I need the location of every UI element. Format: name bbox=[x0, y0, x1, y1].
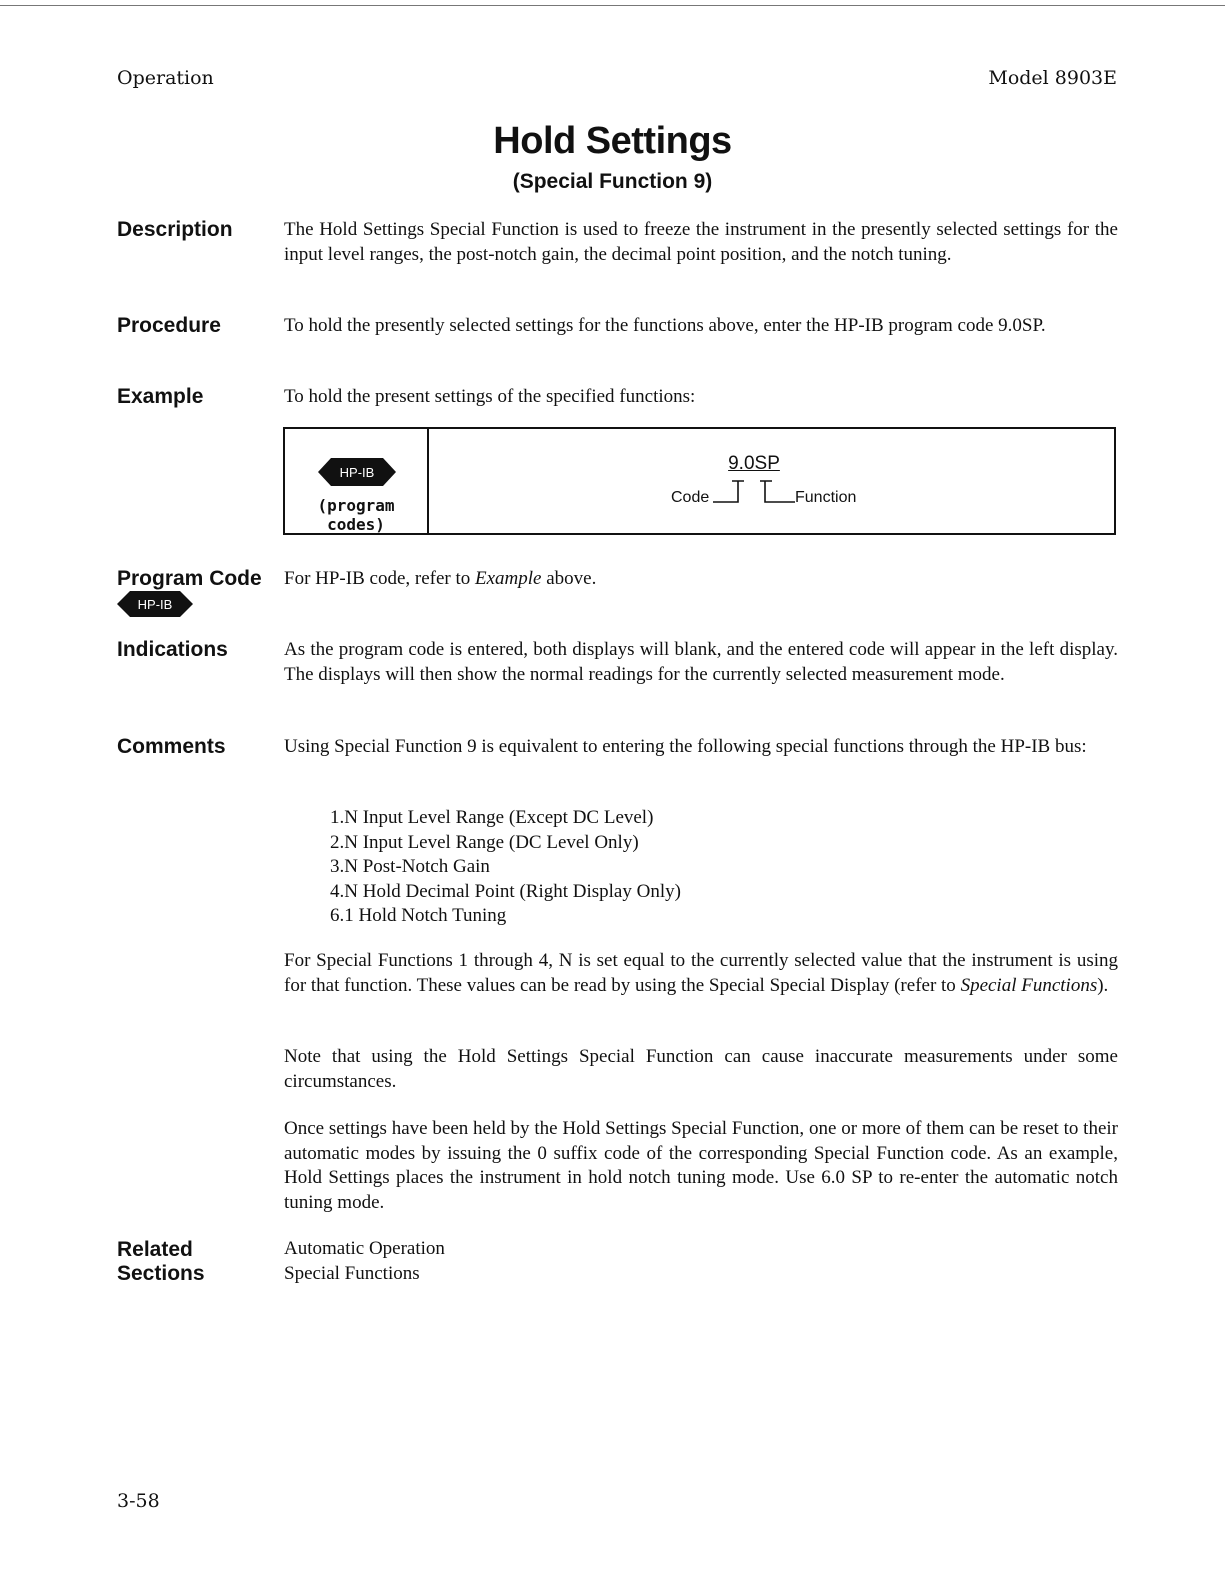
program-code-text-after: above. bbox=[541, 568, 597, 589]
indications-text bbox=[284, 638, 1118, 687]
comments-para1-after: ). bbox=[1097, 974, 1109, 996]
example-left-cell bbox=[285, 429, 429, 533]
page-subtitle: (Special Function 9) bbox=[512, 170, 713, 193]
running-header-right: Model 8903E bbox=[988, 67, 1117, 89]
running-header-left: Operation bbox=[117, 67, 214, 89]
comments-para1-paragraph bbox=[284, 949, 1118, 998]
indications-paragraph: As the program code is entered, both displays will blank, and the entered code will appear in the left display. The displays will then show the normal readings for the currently selected measurement mode. bbox=[284, 639, 1118, 685]
procedure-paragraph: To hold the presently selected settings for the functions above, enter the HP-IB program code 9.0SP. bbox=[284, 315, 1046, 336]
procedure-text bbox=[284, 314, 1118, 339]
list-item: 2.N Input Level Range (DC Level Only) bbox=[330, 831, 639, 853]
comments-para1 bbox=[284, 949, 1118, 998]
function-caption: Function bbox=[795, 489, 857, 506]
related-sections-list bbox=[284, 1237, 1118, 1286]
program-code-text bbox=[284, 567, 1118, 592]
comments-label: Comments bbox=[117, 735, 226, 758]
code-caption: Code bbox=[671, 489, 710, 506]
program-code-text-before: For HP-IB code, refer to bbox=[284, 568, 476, 589]
comments-para2-paragraph: Note that using the Hold Settings Special Function can cause inaccurate measurements under some circumstances. bbox=[284, 1046, 1118, 1092]
top-rule bbox=[0, 5, 1225, 6]
indications-label: Indications bbox=[117, 638, 228, 661]
procedure-label: Procedure bbox=[117, 314, 221, 337]
program-code-label: Program Code bbox=[117, 567, 262, 590]
special-functions-ref: Special Functions bbox=[960, 974, 1098, 996]
code-bracket-lines bbox=[705, 473, 805, 509]
related-item: Special Functions bbox=[284, 1262, 420, 1284]
example-label: Example bbox=[117, 385, 204, 408]
example-text bbox=[284, 385, 1118, 410]
page-title: Hold Settings bbox=[493, 120, 732, 162]
example-code: 9.0SP bbox=[728, 453, 780, 474]
comments-intro-paragraph: Using Special Function 9 is equivalent to entering the following special functions through the HP-IB bus: bbox=[284, 736, 1087, 757]
comments-para3 bbox=[284, 1117, 1118, 1215]
comments-para2 bbox=[284, 1045, 1118, 1094]
example-paragraph: To hold the present settings of the specified functions: bbox=[284, 386, 696, 407]
hp-ib-badge-icon bbox=[117, 590, 193, 618]
example-code-table bbox=[283, 427, 1116, 535]
description-label: Description bbox=[117, 218, 233, 241]
related-sections-label bbox=[117, 1238, 205, 1286]
comments-intro bbox=[284, 735, 1118, 760]
list-item: 1.N Input Level Range (Except DC Level) bbox=[330, 807, 654, 828]
program-code-example-ref: Example bbox=[475, 568, 542, 589]
program-code-paragraph bbox=[284, 567, 1118, 592]
program-codes-label: (program codes) bbox=[317, 496, 395, 534]
related-label-line1: Related bbox=[117, 1238, 193, 1261]
hp-ib-badge-icon bbox=[318, 457, 396, 487]
related-label-line2: Sections bbox=[117, 1262, 205, 1285]
comments-para1-before: For Special Functions 1 through 4, N is set equal to the currently selected value that the instrument is using for that function. These values can be read by using the Special Special Display (refer to bbox=[284, 950, 1118, 996]
related-item: Automatic Operation bbox=[284, 1238, 445, 1259]
description-text bbox=[284, 218, 1118, 267]
special-function-list bbox=[330, 806, 681, 929]
list-item: 6.1 Hold Notch Tuning bbox=[330, 905, 507, 926]
hp-ib-badge-text: HP-IB bbox=[137, 597, 173, 612]
list-item: 4.N Hold Decimal Point (Right Display Only) bbox=[330, 880, 681, 902]
list-item: 3.N Post-Notch Gain bbox=[330, 856, 490, 877]
page-number: 3-58 bbox=[117, 1490, 160, 1512]
hp-ib-badge-text: HP-IB bbox=[339, 465, 375, 480]
comments-para3-paragraph: Once settings have been held by the Hold Settings Special Function, one or more of them can be reset to their automatic modes by issuing the 0 suffix code of the corresponding Special Function code. As an example, Hold Settings places the instrument in hold notch tuning mode. Use 6.0 SP to re-enter the automatic notch tuning mode. bbox=[284, 1118, 1118, 1213]
description-paragraph: The Hold Settings Special Function is used to freeze the instrument in the presently selected settings for the input level ranges, the post-notch gain, the decimal point position, and the notch tuning. bbox=[284, 219, 1118, 265]
